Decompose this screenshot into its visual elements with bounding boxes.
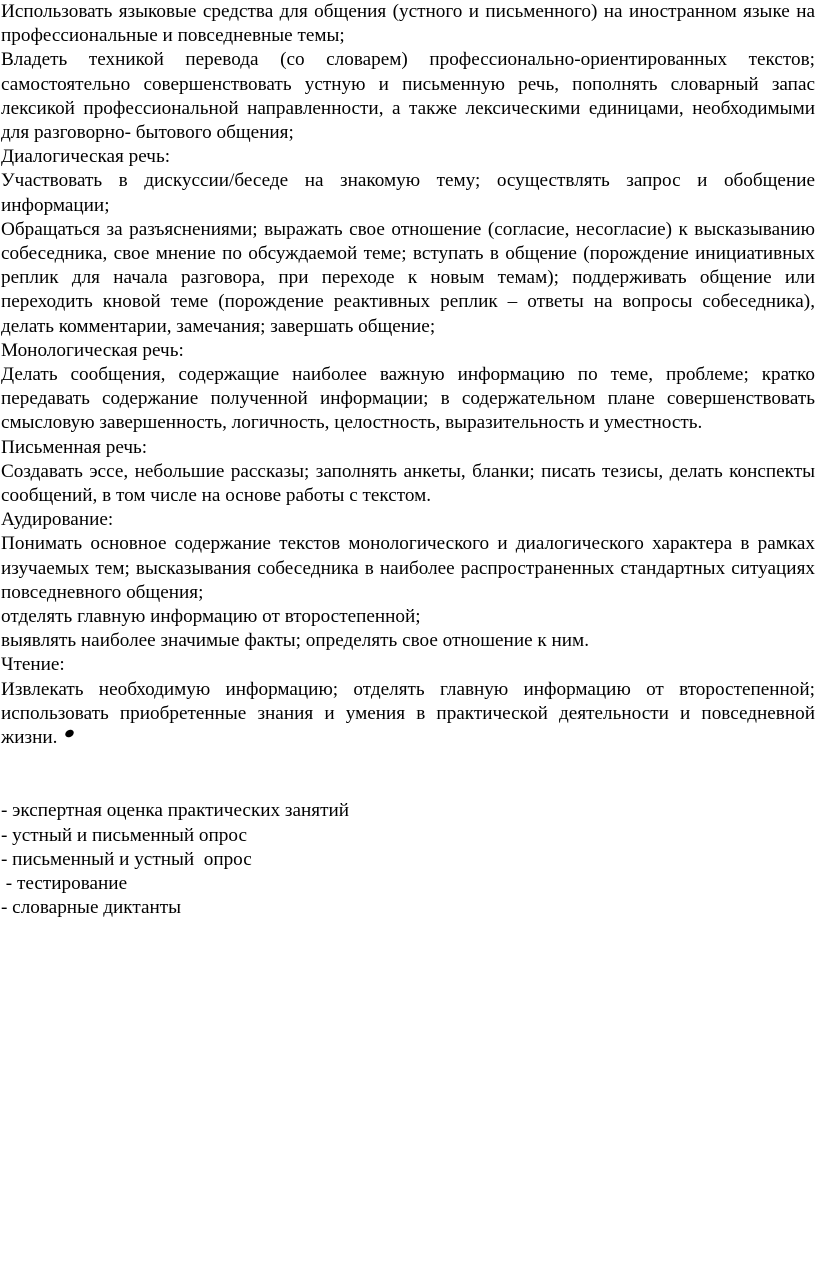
list-item: - тестирование (1, 872, 128, 894)
bullet-dot-icon (64, 728, 75, 739)
paragraph-significant-facts: выявлять наиболее значимые факты; определять свое отношение к ним. (1, 630, 589, 652)
paragraph-translation-skills: Владеть техникой перевода (со словарем) профессионально-ориентированных текстов; самостоятельно совершенствовать устную и письменную речь, пополнять словарный запас лексикой профессиональной направленности, а также лексическими единицами, необходимыми для разговорно- бытового общения; (1, 49, 815, 144)
list-item: - словарные диктанты (1, 897, 182, 919)
paragraph-main-info: отделять главную информацию от второстепенной; (1, 606, 421, 628)
paragraph-extract-info-text: Извлекать необходимую информацию; отделять главную информацию от второстепенной; использовать приобретенные знания и умения в практической деятельности и повседневной жизни. (1, 678, 815, 749)
list-item: - экспертная оценка практических занятий (1, 800, 350, 822)
heading-dialogic-speech: Диалогическая речь: (1, 146, 171, 168)
paragraph-understanding: Понимать основное содержание текстов монологического и диалогического характера в рамках изучаемых тем; высказывания собеседника в наиболее распространенных стандартных ситуациях повседневного общения; (1, 533, 815, 603)
heading-written-speech: Письменная речь: (1, 436, 148, 458)
paragraph-messages: Делать сообщения, содержащие наиболее важную информацию по теме, проблеме; кратко передавать содержание полученной информации; в содержательном плане совершенствовать смысловую завершенность, логичность, целостность, выразительность и уместность. (1, 364, 815, 434)
list-item: - устный и письменный опрос (1, 824, 247, 846)
heading-listening: Аудирование: (1, 509, 114, 531)
paragraph-essays: Создавать эссе, небольшие рассказы; заполнять анкеты, бланки; писать тезисы, делать конспекты сообщений, в том числе на основе работы с текстом. (1, 460, 815, 507)
paragraph-discussion: Участвовать в дискуссии/беседе на знакомую тему; осуществлять запрос и обобщение информации; (1, 170, 815, 216)
paragraph-language-means: Использовать языковые средства для общения (устного и письменного) на иностранном языке на профессиональные и повседневные темы; (1, 1, 815, 47)
list-item: - письменный и устный опрос (1, 848, 252, 870)
paragraph-extract-info (1, 678, 815, 751)
assessment-list (1, 799, 815, 920)
heading-reading: Чтение: (1, 654, 65, 676)
heading-monologic-speech: Монологическая речь: (1, 339, 184, 361)
spacer (1, 750, 815, 799)
paragraph-clarification: Обращаться за разъяснениями; выражать свое отношение (согласие, несогласие) к высказыванию собеседника, свое мнение по обсуждаемой теме; вступать в общение (порождение инициативных реплик для начала разговора, при переходе к новым темам); поддерживать общение или переходить кновой теме (порождение реактивных реплик – ответы на вопросы собеседника), делать комментарии, замечания; завершать общение; (1, 218, 815, 337)
